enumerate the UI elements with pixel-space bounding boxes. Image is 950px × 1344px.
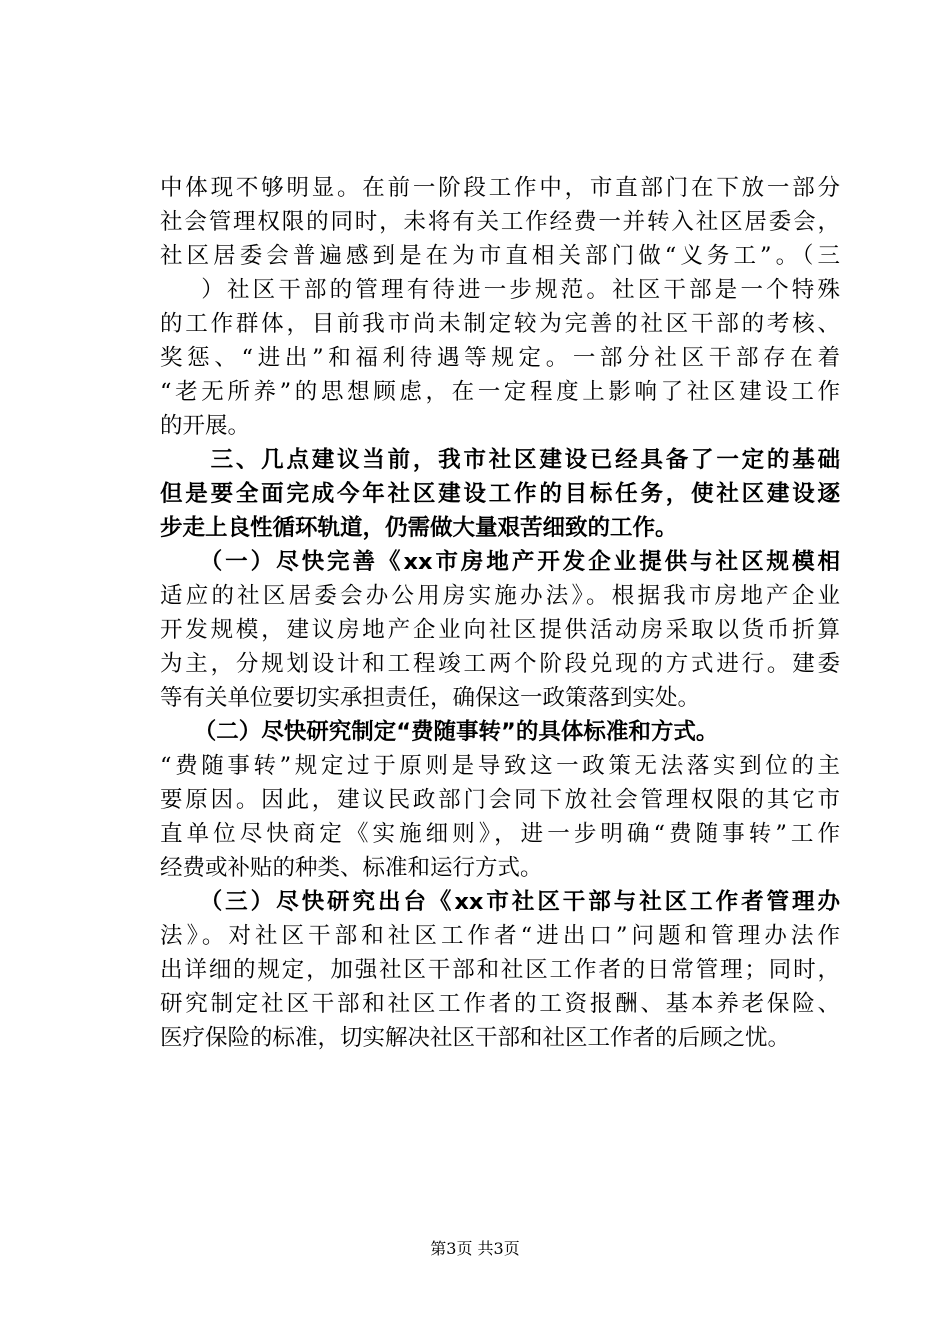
body-line-12: 适应的社区居委会办公用房实施办法》。根据我市房地产企业: [160, 583, 840, 609]
body-line-6: 奖惩、“进出”和福利待遇等规定。一部分社区干部存在着: [160, 345, 840, 371]
heading-line-1: 三、几点建议当前，我市社区建设已经具备了一定的基础: [160, 447, 840, 473]
body-line-23: 出详细的规定，加强社区干部和社区工作者的日常管理；同时，: [160, 957, 840, 983]
body-line-7: “老无所养”的思想顾虑，在一定程度上影响了社区建设工作: [160, 379, 840, 405]
body-line-1: 中体现不够明显。在前一阶段工作中，市直部门在下放一部分: [160, 175, 840, 201]
body-line-13: 开发规模，建议房地产企业向社区提供活动房采取以货币折算: [160, 617, 840, 643]
body-line-20: 经费或补贴的种类、标准和运行方式。: [160, 855, 543, 881]
body-line-22: 法》。对社区干部和社区工作者“进出口”问题和管理办法作: [160, 923, 840, 949]
subheading-3-line-1: （三）尽快研究出台《xx市社区干部与社区工作者管理办: [160, 889, 840, 915]
body-line-2: 社会管理权限的同时，未将有关工作经费一并转入社区居委会，: [160, 209, 840, 235]
subheading-1-line-1: （一）尽快完善《xx市房地产开发企业提供与社区规模相: [160, 549, 840, 575]
body-line-19: 直单位尽快商定《实施细则》，进一步明确“费随事转”工作: [160, 821, 840, 847]
body-line-3: 社区居委会普遍感到是在为市直相关部门做“义务工”。（三: [160, 243, 840, 269]
subheading-2: （二）尽快研究制定“费随事转”的具体标准和方式。: [160, 719, 719, 745]
body-line-17: “费随事转”规定过于原则是导致这一政策无法落实到位的主: [160, 753, 840, 779]
body-line-24: 研究制定社区干部和社区工作者的工资报酬、基本养老保险、: [160, 991, 840, 1017]
body-line-8: 的开展。: [160, 413, 251, 439]
body-line-18: 要原因。因此，建议民政部门会同下放社会管理权限的其它市: [160, 787, 840, 813]
body-line-15: 等有关单位要切实承担责任，确保这一政策落到实处。: [160, 685, 701, 711]
heading-line-2: 但是要全面完成今年社区建设工作的目标任务，使社区建设逐: [160, 481, 840, 507]
body-line-25: 医疗保险的标准，切实解决社区干部和社区工作者的后顾之忧。: [160, 1025, 791, 1051]
body-line-4: ）社区干部的管理有待进一步规范。社区干部是一个特殊: [160, 277, 840, 303]
page-footer: 第3页 共3页: [430, 1239, 520, 1258]
body-line-5: 的工作群体，目前我市尚未制定较为完善的社区干部的考核、: [160, 311, 840, 337]
body-line-14: 为主，分规划设计和工程竣工两个阶段兑现的方式进行。建委: [160, 651, 840, 677]
heading-line-3: 步走上良性循环轨道，仍需做大量艰苦细致的工作。: [160, 515, 678, 541]
